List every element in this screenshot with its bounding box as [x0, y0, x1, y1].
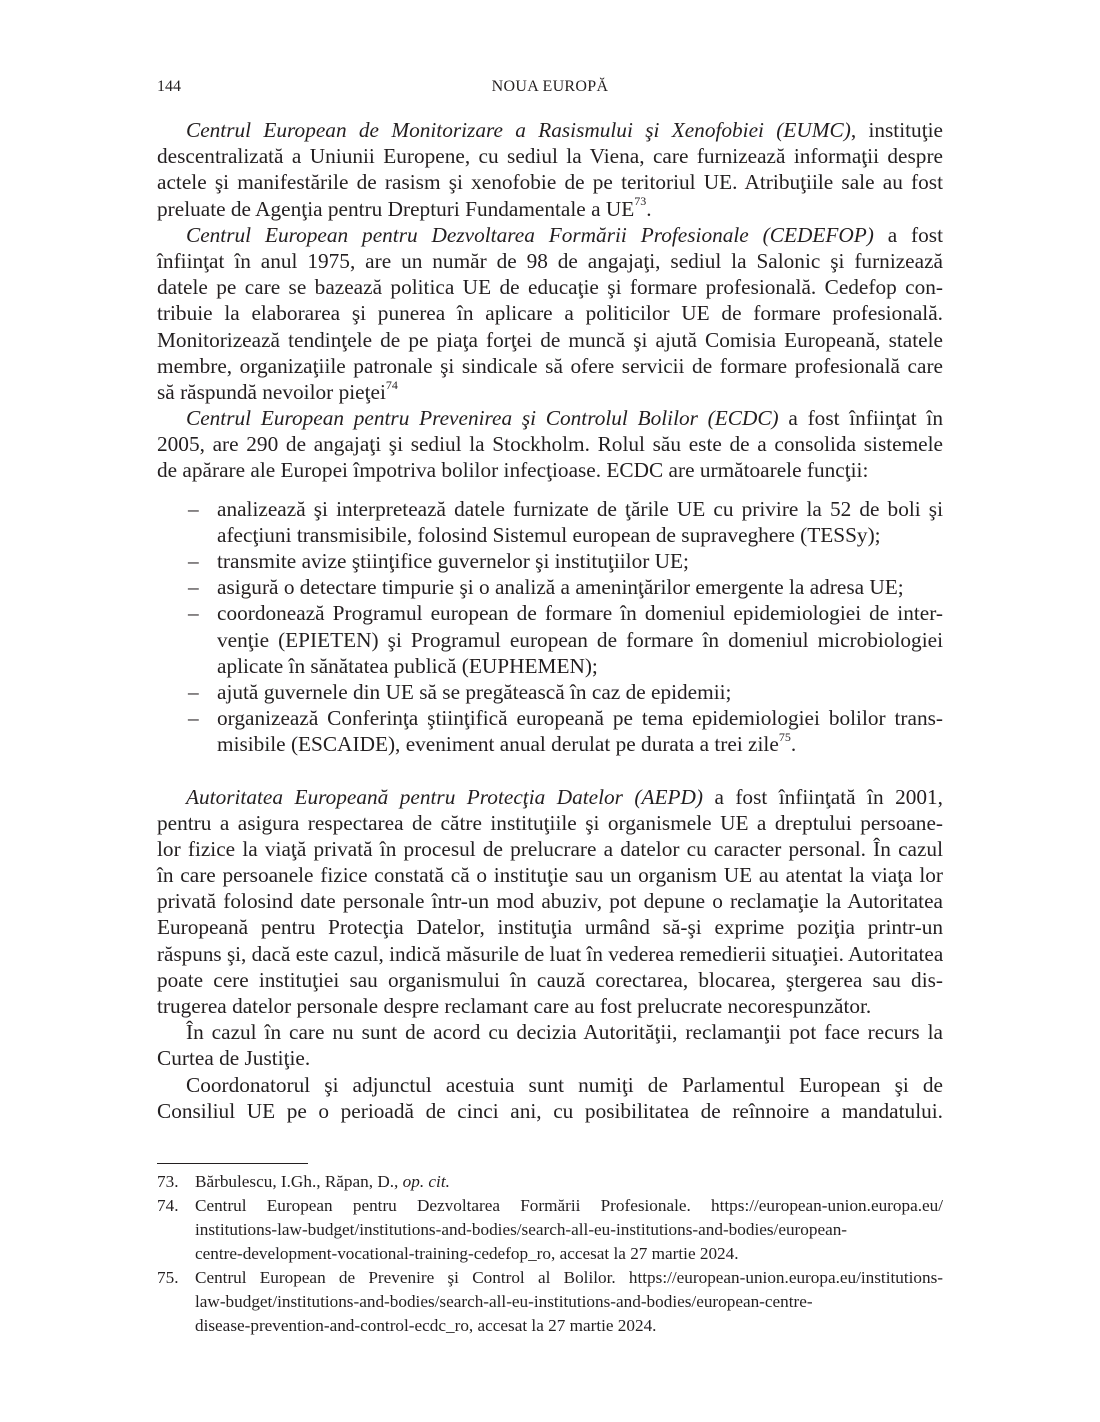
text-line: privată folosind date personale într-un mod abuziv, pot depune o reclamaţie la Autoritatea — [157, 889, 943, 914]
text-line: venţie (EPIETEN) şi Programul european de formare în domeniul microbiologiei — [217, 627, 943, 652]
footnote-divider — [157, 1163, 308, 1164]
text-line: să răspundă nevoilor pieţei$^{74}$ — [157, 377, 398, 404]
term-cedefop: Centrul European pentru Dezvoltarea Formării Profesionale (CEDEFOP) — [186, 222, 874, 247]
dash-bullet-icon: – — [188, 496, 199, 521]
running-title: NOUA EUROPĂ — [491, 78, 609, 95]
footnote-link-line[interactable]: Centrul European pentru Dezvoltarea Formării Profesionale. https://european-union.europa.eu/ — [195, 1196, 943, 1215]
text-line: Centrul European pentru Dezvoltarea Formării Profesionale (CEDEFOP) a fost — [186, 222, 943, 247]
spacer — [157, 484, 943, 496]
text-line: datele pe care se bazează politica UE de educaţie şi formare profesională. Cedefop con- — [157, 275, 943, 300]
list-item — [157, 705, 943, 757]
list-item — [157, 600, 943, 679]
footnote-ref-74[interactable]: 74 — [385, 377, 398, 392]
text-line: Centrul European pentru Prevenirea şi Controlul Bolilor (ECDC) a fost înfiinţat în — [186, 406, 943, 431]
paragraph-eumc — [157, 117, 943, 222]
footnote-number: 73. — [157, 1172, 179, 1191]
footnote-74 — [157, 1194, 943, 1266]
text-line: În cazul în care nu sunt de acord cu decizia Autorităţii, reclamanţii pot face recurs la — [186, 1020, 943, 1045]
paragraph-aepd — [157, 784, 943, 1020]
list-item — [157, 496, 943, 548]
footnote-73 — [157, 1170, 943, 1194]
text-line: Consiliul UE pe o perioadă de cinci ani, cu posibilitatea de reînnoire a mandatului. — [157, 1098, 943, 1123]
term-eumc: Centrul European de Monitorizare a Rasismului şi Xenofobiei (EUMC) — [186, 118, 851, 142]
list-item — [157, 679, 943, 705]
text-line: afecţiuni transmisibile, folosind Sistemul european de supraveghere (TESSy); — [217, 522, 881, 547]
text-line: înfiinţat în anul 1975, are un număr de 98 de angajaţi, sediul la Salonic şi furnizează — [157, 248, 943, 273]
text-line: tribuie la elaborarea şi punerea în aplicare a politicilor UE de formare profesională. — [157, 301, 943, 326]
dash-bullet-icon: – — [188, 601, 199, 626]
footnote-link-line[interactable]: institutions-law-budget/institutions-and-bodies/search-all-eu-institutions-and-bodies/european- — [195, 1220, 848, 1239]
body-text — [157, 117, 943, 1124]
text-line: membre, organizaţiile patronale şi sindicale să ofere servicii de formare profesională care — [157, 353, 943, 378]
dash-bullet-icon: – — [188, 549, 199, 573]
page-header — [157, 78, 943, 100]
footnote-ref-75[interactable]: 75 — [778, 730, 791, 745]
footnote-number: 74. — [157, 1196, 179, 1215]
text-line: ajută guvernele din UE să se pregătească în caz de epidemii; — [217, 679, 732, 704]
list-item — [157, 574, 943, 600]
term-aepd: Autoritatea Europeană pentru Protecţia Datelor (AEPD) — [186, 784, 703, 809]
text-line: pentru a asigura respectarea de către instituţiile şi organismele UE a dreptului persoane- — [157, 810, 943, 835]
dash-bullet-icon: – — [188, 679, 199, 704]
footnote-number: 75. — [157, 1268, 179, 1287]
text-line: actele şi manifestările de rasism şi xenofobie de pe teritoriul UE. Atribuţiile sale au fost — [157, 170, 943, 195]
text-line: coordonează Programul european de formare în domeniul epidemiologiei de inter- — [217, 601, 943, 626]
page-number: 144 — [157, 78, 181, 95]
dash-bullet-icon: – — [188, 575, 199, 600]
footnote-link-line[interactable]: Centrul European de Prevenire şi Control al Bolilor. https://european-union.europa.eu/institutions- — [195, 1268, 943, 1287]
text-line: răspuns şi, dacă este cazul, indică măsurile de luat în vederea remedierii situaţiei. Autoritatea — [157, 941, 944, 966]
text-line: 2005, are 290 de angajaţi şi sediul la Stockholm. Rolul său este de a consolida sistemele — [157, 432, 943, 457]
text-line: Centrul European de Monitorizare a Rasismului şi Xenofobiei (EUMC), instituţie — [186, 118, 943, 142]
text-line: Autoritatea Europeană pentru Protecţia Datelor (AEPD) a fost înfiinţată în 2001, — [186, 784, 943, 809]
footnote-link-line[interactable]: law-budget/institutions-and-bodies/search-all-eu-institutions-and-bodies/european-centre- — [195, 1292, 813, 1311]
text-line: Monitorizează tendinţele de pe piaţa forţei de muncă şi ajută Comisia Europeană, statele — [157, 327, 943, 352]
list-item — [157, 548, 943, 574]
text-line: Coordonatorul şi adjunctul acestuia sunt numiţi de Parlamentul European şi de — [186, 1072, 943, 1097]
text-line: Europeană pentru Protecţia Datelor, instituţia urmând să-şi exprime poziţia printr-un — [157, 915, 943, 940]
text-line: transmite avize ştiinţifice guvernelor şi instituţiilor UE; — [217, 549, 689, 573]
paragraph-coordinator — [157, 1072, 943, 1124]
text-line: de apărare ale Europei împotriva bolilor infecţioase. ECDC are următoarele funcţii: — [157, 458, 869, 483]
footnote-ref-73[interactable]: 73 — [634, 194, 647, 209]
text-line: asigură o detectare timpurie şi o analiză a ameninţărilor emergente la adresa UE; — [217, 575, 904, 600]
text-line: descentralizată a Uniunii Europene, cu sediul la Viena, care furnizează informaţii despre — [157, 144, 943, 169]
text-line: misibile (ESCAIDE), eveniment anual derulat pe durata a trei zile$^{75}$. — [217, 730, 797, 757]
paragraph-cedefop — [157, 222, 943, 405]
text-line: analizează şi interpretează datele furnizate de ţările UE cu privire la 52 de boli şi — [217, 496, 943, 521]
text-line: preluate de Agenţia pentru Drepturi Fundamentale a UE$^{73}$. — [157, 194, 652, 221]
text-line: lor fizice la viaţă privată în procesul de prelucrare a datelor cu caracter personal. În cazul — [157, 836, 943, 861]
text-line: organizează Conferinţa ştiinţifică europeană pe tema epidemiologiei bolilor trans- — [217, 706, 943, 731]
text-line: în care persoanele fizice constată că o instituţie sau un organism UE au atentat la viaţa lor — [157, 863, 943, 888]
text-line: Curtea de Justiţie. — [157, 1046, 311, 1071]
ecdc-functions-list — [157, 496, 943, 758]
text-line: Bărbulescu, I.Gh., Răpan, D., op. cit. — [195, 1172, 450, 1191]
text-line: poate cere instituţiei sau organismului în cauză corectarea, blocarea, ştergerea sau dis- — [157, 967, 943, 992]
footnote-link-line[interactable]: disease-prevention-and-control-ecdc_ro, accesat la 27 martie 2024. — [195, 1316, 657, 1335]
footnote-75 — [157, 1266, 943, 1338]
footnotes — [157, 1170, 943, 1338]
footnote-link-line[interactable]: centre-development-vocational-training-cedefop_ro, accesat la 27 martie 2024. — [195, 1244, 739, 1263]
paragraph-appeal — [157, 1019, 943, 1071]
dash-bullet-icon: – — [188, 706, 199, 731]
term-ecdc: Centrul European pentru Prevenirea şi Controlul Bolilor (ECDC) — [186, 406, 779, 431]
text-line: trugerea datelor personale despre reclamant care au fost prelucrate necorespunzător. — [157, 994, 872, 1018]
paragraph-ecdc — [157, 405, 943, 484]
spacer — [157, 758, 943, 784]
text-line: aplicate în sănătatea publică (EUPHEMEN); — [217, 653, 598, 678]
